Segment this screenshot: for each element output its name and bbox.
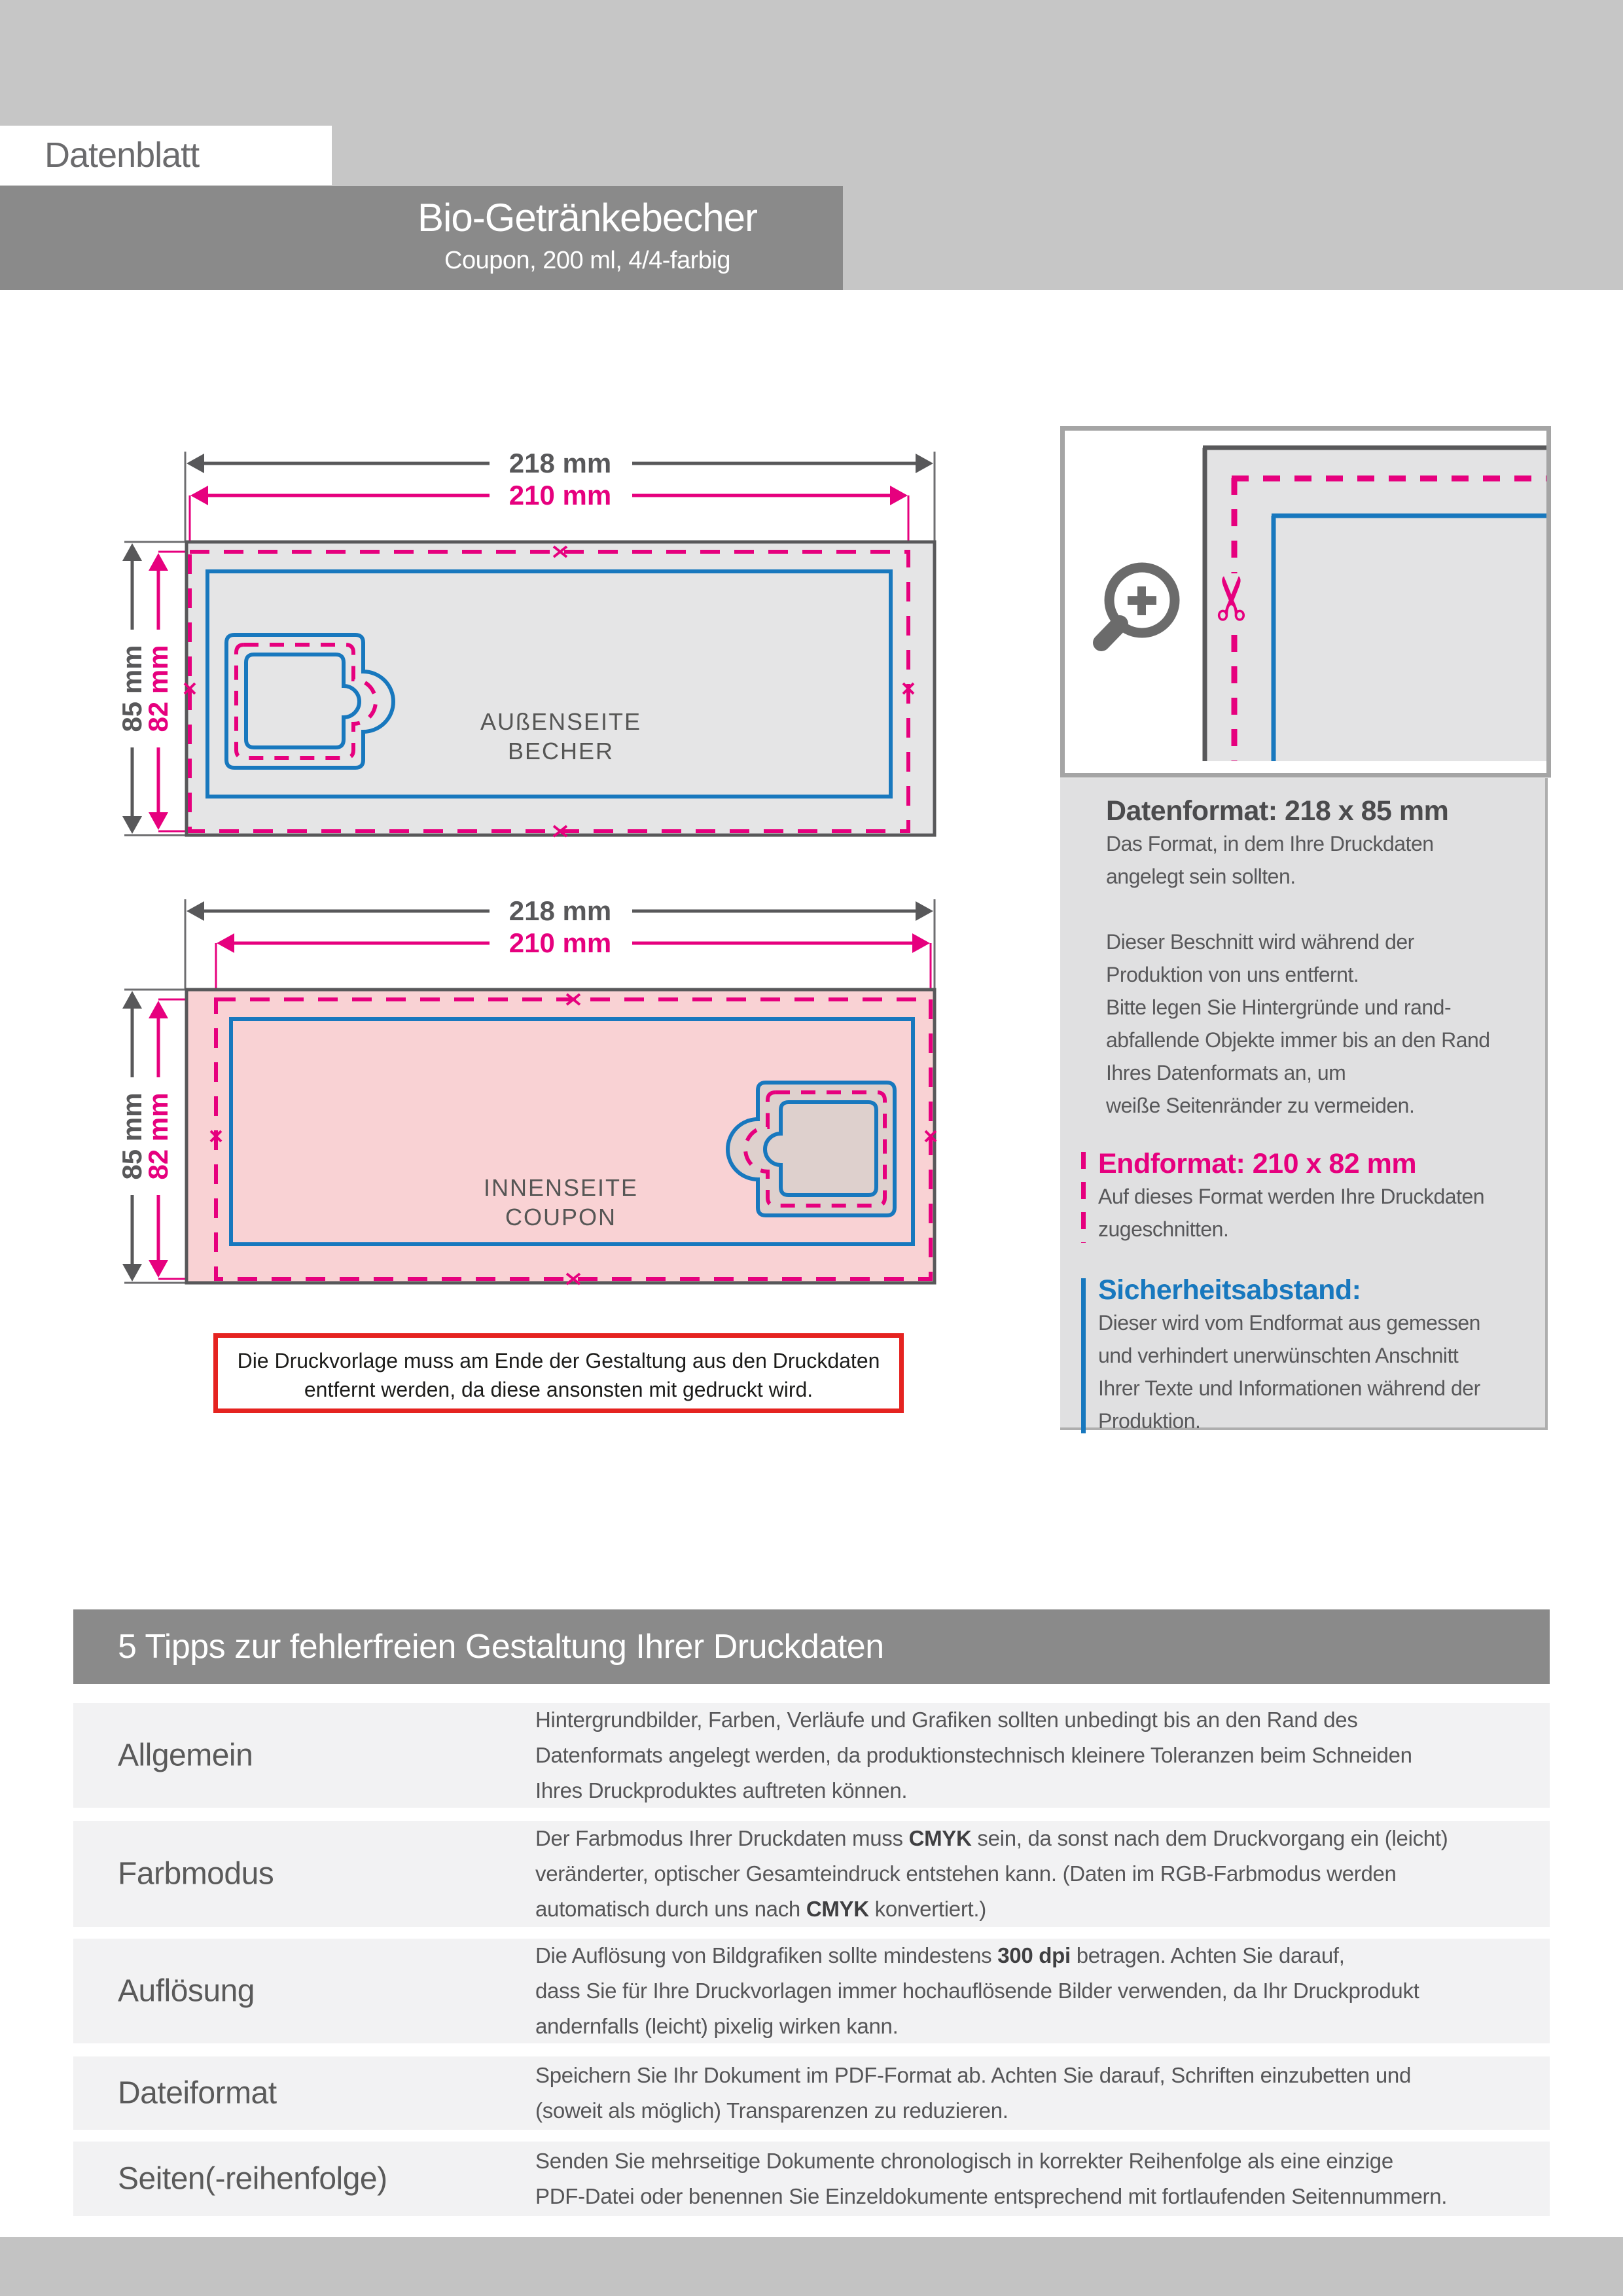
title-banner: [0, 186, 843, 290]
tip-row-aufloesung: [73, 1939, 1550, 2043]
scissors-icon: ✂: [1200, 573, 1266, 624]
dim-width-inner-label: 210 mm: [508, 480, 612, 511]
product-subtitle: Coupon, 200 ml, 4/4-farbig: [444, 247, 730, 274]
tip-label: Seiten(-reihenfolge): [118, 2161, 387, 2197]
datenformat-line: angelegt sein sollten.: [1106, 865, 1296, 888]
endformat-line: zugeschnitten.: [1098, 1217, 1229, 1241]
tip-body: Senden Sie mehrseitige Dokumente chronologisch in korrekter Reihenfolge als eine einzige PDF-Datei oder benennen Sie Einzeldokumente entsprechend mit fortlaufenden Seitennummern.: [535, 2149, 1448, 2208]
dim-height-inner-label: 82 mm: [143, 1092, 173, 1180]
tip-label: Dateiformat: [118, 2075, 277, 2111]
sicherheitsabstand-line: Ihrer Texte und Informationen während der: [1098, 1376, 1480, 1400]
datenformat-line: Bitte legen Sie Hintergründe und rand-: [1106, 996, 1452, 1019]
warning-box: [213, 1333, 904, 1413]
datenformat-line: abfallende Objekte immer bis an den Rand: [1106, 1028, 1490, 1052]
datenformat-line: Produktion von uns entfernt.: [1106, 963, 1359, 986]
bleed-area: [187, 542, 935, 835]
tip-row-seitenreihenfolge: [73, 2142, 1550, 2216]
area-label-outside-2: BECHER: [507, 738, 615, 764]
tip-label: Auflösung: [118, 1973, 255, 2009]
endformat-title: Endformat: 210 x 82 mm: [1098, 1148, 1417, 1179]
datenformat-line: weiße Seitenränder zu vermeiden.: [1106, 1094, 1415, 1117]
sicherheitsabstand-bar: [1081, 1278, 1086, 1433]
tip-label: Allgemein: [118, 1738, 253, 1773]
sicherheitsabstand-block: [1081, 1274, 1535, 1437]
sicherheitsabstand-line: Produktion.: [1098, 1409, 1201, 1433]
tip-label: Farbmodus: [118, 1856, 274, 1892]
sicherheitsabstand-line: und verhindert unerwünschten Anschnitt: [1098, 1344, 1459, 1367]
dim-height-outer-label: 85 mm: [116, 1092, 147, 1180]
datenformat-line: Dieser Beschnitt wird während der: [1106, 930, 1414, 954]
warning-line-2: entfernt werden, da diese ansonsten mit gedruckt wird.: [304, 1378, 813, 1401]
datenformat-line: Ihres Datenformats an, um: [1106, 1061, 1346, 1085]
dim-height-outer-label: 85 mm: [116, 645, 147, 732]
datenformat-title: Datenformat: 218 x 85 mm: [1106, 795, 1449, 827]
datenformat-line: [1106, 893, 1535, 925]
tip-body: Speichern Sie Ihr Dokument im PDF-Format ab. Achten Sie darauf, Schriften einzubetten und (soweit als möglich) Transparenzen zu reduzieren.: [535, 2063, 1411, 2123]
dim-width-outer-label: 218 mm: [508, 448, 612, 478]
endformat-block: [1081, 1148, 1535, 1246]
format-info-panel: [1060, 778, 1548, 1433]
diagram-inside: [98, 867, 982, 1325]
endformat-line: Auf dieses Format werden Ihre Druckdaten: [1098, 1185, 1485, 1208]
warning-line-1: Die Druckvorlage muss am Ende der Gestaltung aus den Druckdaten: [237, 1349, 880, 1372]
sheet-label-box: [0, 126, 332, 185]
product-title: Bio-Getränkebecher: [418, 196, 757, 240]
tips-banner-title: 5 Tipps zur fehlerfreien Gestaltung Ihrer Druckdaten: [118, 1628, 884, 1666]
tip-body: Der Farbmodus Ihrer Druckdaten muss CMYK sein, da sonst nach dem Druckvorgang ein (leicht) veränderter, optischer Gesamteindruck entstehen kann. (Daten im RGB-Farbmodus werden automatisch durch uns nach CMYK konvertiert.): [535, 1826, 1448, 1921]
corner-zoom-illustration: [1065, 431, 1546, 773]
area-label-outside-1: AUßENSEITE: [480, 708, 642, 735]
tips-banner: [73, 1609, 1550, 1684]
magnifier-plus-icon: [1101, 567, 1175, 643]
area-label-inside-2: COUPON: [505, 1204, 617, 1230]
dim-height-inner-label: 82 mm: [143, 645, 173, 732]
datenformat-block: [1106, 795, 1535, 1122]
diagram-outside: [98, 419, 982, 877]
tip-body: Hintergrundbilder, Farben, Verläufe und Grafiken sollten unbedingt bis an den Rand des Datenformats angelegt werden, da produktionstechnisch kleinere Toleranzen beim Schneiden Ihres Druckproduktes auftreten können.: [535, 1708, 1412, 1803]
sicherheitsabstand-line: Dieser wird vom Endformat aus gemessen: [1098, 1311, 1480, 1335]
sicherheitsabstand-title: Sicherheitsabstand:: [1098, 1274, 1361, 1306]
tip-row-dateiformat: [73, 2056, 1550, 2130]
tip-row-allgemein: [73, 1703, 1550, 1808]
sheet-label: Datenblatt: [45, 135, 200, 175]
dim-width-outer-label: 218 mm: [508, 895, 612, 926]
datenformat-line: Das Format, in dem Ihre Druckdaten: [1106, 832, 1434, 855]
tip-row-farbmodus: [73, 1821, 1550, 1927]
footer-band: [0, 2237, 1623, 2296]
dim-width-inner-label: 210 mm: [508, 927, 612, 958]
tip-body: Die Auflösung von Bildgrafiken sollte mindestens 300 dpi betragen. Achten Sie darauf, dass Sie für Ihre Druckvorlagen immer hochauflösende Bilder verwenden, da Ihr Druckprodukt andernfalls (leicht) pixelig wirken kann.: [535, 1943, 1419, 2038]
endformat-dashed-bar: [1081, 1152, 1086, 1243]
area-label-inside-1: INNENSEITE: [483, 1174, 639, 1201]
zoom-illustration-box: [1060, 426, 1551, 778]
